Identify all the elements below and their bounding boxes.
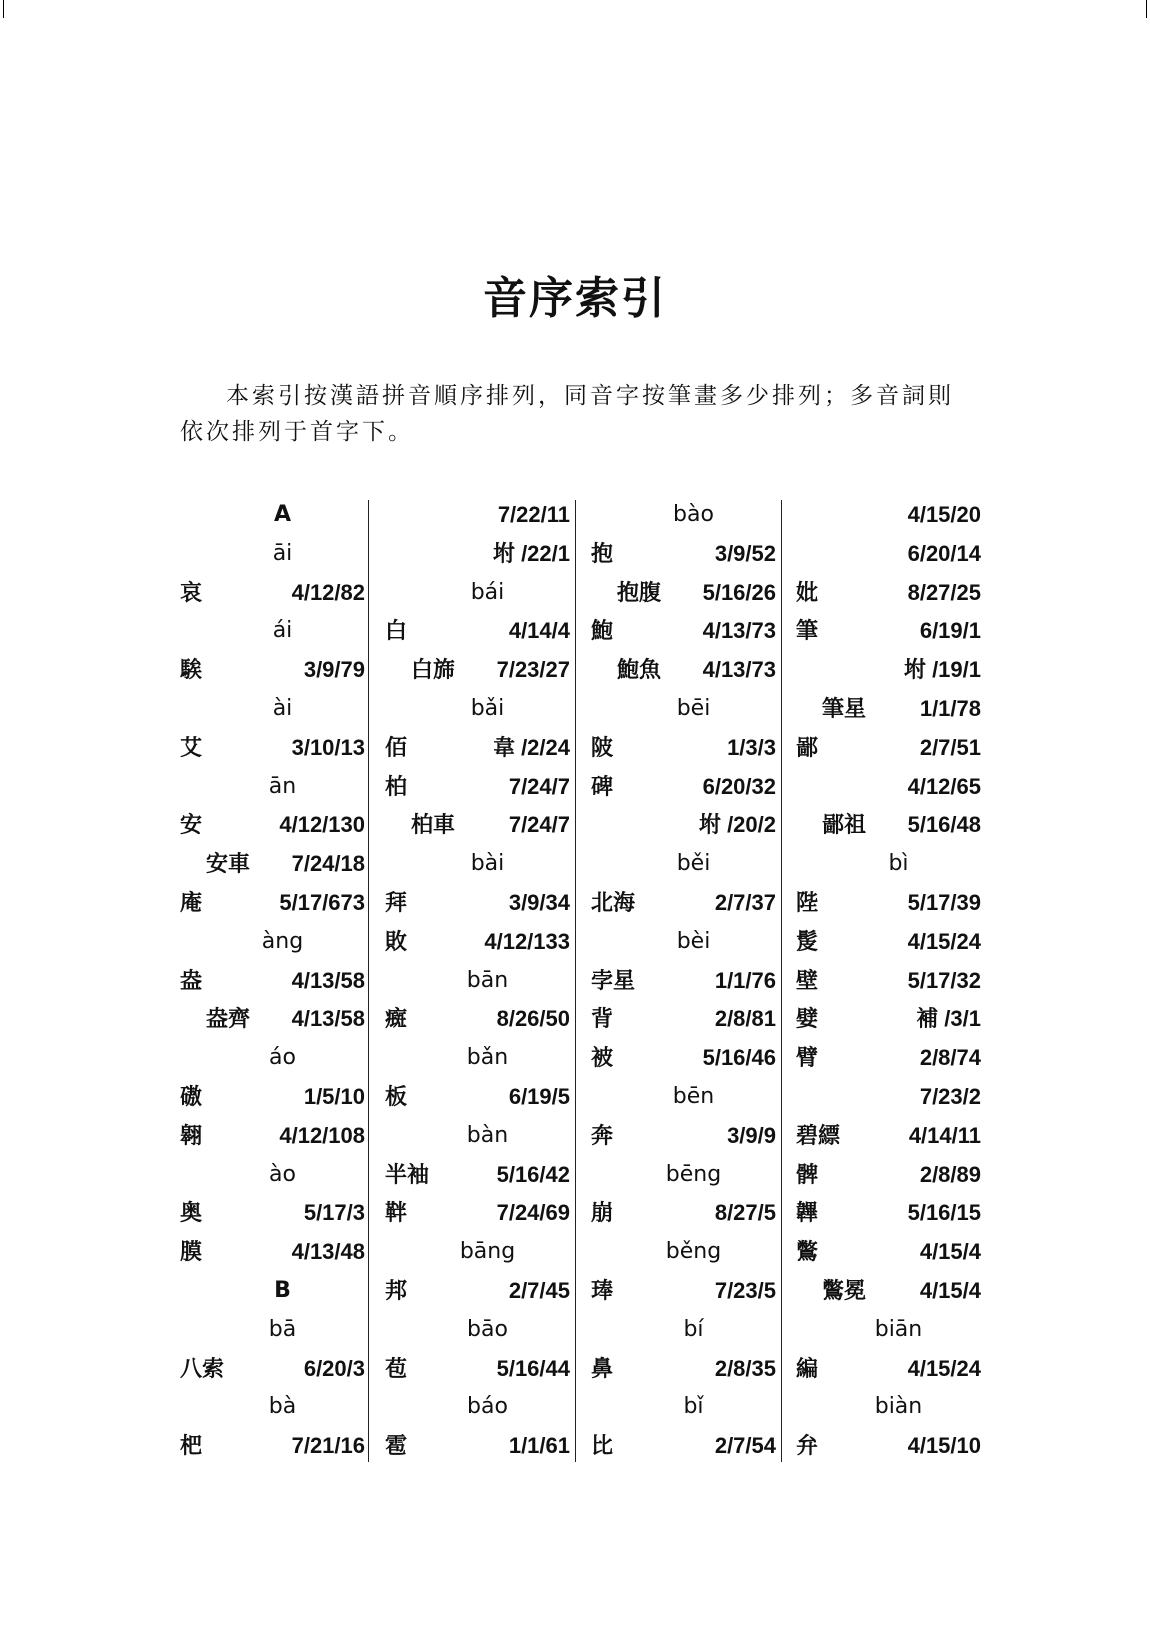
index-subentry (796, 806, 1001, 845)
intro-text: 本索引按漢語拼音順序排列，同音字按筆畫多少排列；多音詞則依次排列于首字下。 (180, 383, 954, 445)
pinyin-heading (180, 1388, 385, 1427)
index-entry (796, 884, 1001, 923)
index-entry (180, 574, 385, 613)
pinyin-text: bāo (467, 1316, 508, 1342)
pinyin-heading (591, 1078, 796, 1117)
index-entry (591, 1427, 796, 1466)
pinyin-text: bǐ (683, 1394, 704, 1420)
entry-term: 碑 (591, 773, 614, 800)
entry-term: 邦 (385, 1277, 408, 1304)
pinyin-heading (385, 1039, 590, 1078)
index-entry (591, 729, 796, 768)
entry-reference: 4/13/58 (291, 1006, 365, 1032)
entry-reference: 5/17/673 (279, 889, 365, 915)
page-edge-right (1146, 0, 1147, 18)
entry-reference: 4/14/11 (908, 1122, 981, 1148)
pinyin-text: ān (268, 773, 297, 799)
pinyin-text: běng (665, 1239, 722, 1265)
pinyin-heading (591, 1156, 796, 1195)
index-subentry (796, 690, 1001, 729)
entry-term: 盎 (180, 967, 203, 994)
index-entry (385, 1000, 590, 1039)
entry-reference: 8/27/5 (714, 1200, 776, 1226)
entry-reference: 6/19/1 (919, 618, 981, 644)
entry-reference: 5/16/48 (907, 812, 981, 838)
entry-reference: 4/12/130 (279, 812, 365, 838)
entry-reference: 7/24/69 (496, 1200, 570, 1226)
pinyin-text: biān (874, 1316, 923, 1342)
entry-term: 鷩冕 (822, 1277, 867, 1304)
pinyin-text: ào (269, 1161, 296, 1187)
pinyin-text: bēn (672, 1083, 715, 1109)
index-entry (180, 729, 385, 768)
entry-reference: 坿 /22/1 (492, 540, 570, 566)
entry-reference: 4/12/108 (279, 1122, 365, 1148)
entry-term: 鄙祖 (822, 812, 867, 839)
entry-reference: 5/16/44 (496, 1355, 570, 1381)
index-entry (385, 1350, 590, 1389)
index-entry (385, 612, 590, 651)
column-divider (575, 500, 576, 1462)
entry-term: 膜 (180, 1239, 203, 1266)
entry-reference: 3/10/13 (291, 734, 365, 760)
entry-term: 妣 (796, 579, 819, 606)
entry-term: 佰 (385, 734, 408, 761)
entry-term: 抱腹 (617, 579, 662, 606)
index-entry (796, 1039, 1001, 1078)
pinyin-heading (591, 923, 796, 962)
index-entry (180, 806, 385, 845)
pinyin-heading (385, 574, 590, 613)
entry-term: 崩 (591, 1200, 614, 1227)
index-entry (796, 768, 1001, 807)
entry-reference: 8/27/25 (907, 579, 981, 605)
pinyin-heading (385, 1388, 590, 1427)
entry-reference: 3/9/52 (714, 540, 776, 566)
index-column-4 (796, 496, 1001, 1466)
index-subentry (591, 651, 796, 690)
entry-reference: 7/23/27 (496, 657, 570, 683)
entry-reference: 5/17/32 (907, 967, 981, 993)
entry-reference: 1/1/78 (919, 695, 981, 721)
entry-reference: 坿 /20/2 (698, 812, 776, 838)
index-entry (180, 1427, 385, 1466)
entry-reference: 5/16/26 (702, 579, 776, 605)
pinyin-heading (180, 1311, 385, 1350)
entry-reference: 坿 /19/1 (903, 657, 981, 683)
pinyin-text: bì (888, 851, 909, 877)
index-entry (385, 1427, 590, 1466)
index-entry (385, 496, 590, 535)
pinyin-text: bēi (676, 695, 711, 721)
pinyin-text: běi (676, 851, 711, 877)
entry-term: 筆星 (822, 695, 867, 722)
entry-reference: 4/13/48 (291, 1239, 365, 1265)
entry-reference: 4/15/4 (919, 1277, 981, 1303)
index-entry (796, 1427, 1001, 1466)
entry-term: 拜 (385, 889, 408, 916)
pinyin-heading (385, 845, 590, 884)
entry-reference: 1/1/61 (508, 1433, 570, 1459)
entry-reference: 4/12/133 (484, 928, 570, 954)
pinyin-text: bā (268, 1316, 297, 1342)
entry-term: 韠 (796, 1200, 819, 1227)
pinyin-heading (796, 845, 1001, 884)
entry-reference: 7/23/5 (714, 1277, 776, 1303)
letter-heading (180, 496, 385, 535)
pinyin-heading (385, 1311, 590, 1350)
entry-term: 筆 (796, 618, 819, 645)
entry-reference: 5/16/42 (496, 1161, 570, 1187)
index-entry (796, 923, 1001, 962)
pinyin-text: bà (268, 1394, 297, 1420)
entry-term: 柏 (385, 773, 408, 800)
index-column-1 (180, 496, 385, 1466)
index-entry (591, 1272, 796, 1311)
pinyin-text: bǎi (470, 695, 505, 721)
index-entry (591, 806, 796, 845)
pinyin-text: bēng (665, 1161, 722, 1187)
index-entry (180, 1078, 385, 1117)
pinyin-heading (591, 845, 796, 884)
entry-term: 白旆 (411, 657, 456, 684)
page-edge-left (3, 0, 4, 18)
entry-term: 翱 (180, 1122, 203, 1149)
index-entry (796, 729, 1001, 768)
entry-reference: 7/23/2 (919, 1083, 981, 1109)
entry-term: 陂 (591, 734, 614, 761)
index-entry (180, 884, 385, 923)
letter-text: A (273, 502, 292, 527)
entry-reference: 5/17/3 (303, 1200, 365, 1226)
index-entry (591, 884, 796, 923)
index-entry (180, 1350, 385, 1389)
entry-reference: 4/15/24 (907, 928, 981, 954)
entry-reference: 2/7/54 (714, 1433, 776, 1459)
entry-term: 敗 (385, 928, 408, 955)
index-entry (796, 1156, 1001, 1195)
pinyin-heading (180, 1039, 385, 1078)
index-entry (385, 535, 590, 574)
index-entry (591, 962, 796, 1001)
entry-term: 髀 (796, 1161, 819, 1188)
index-entry (591, 1194, 796, 1233)
entry-term: 碧縹 (796, 1122, 841, 1149)
pinyin-heading (180, 535, 385, 574)
letter-text: B (274, 1277, 291, 1303)
entry-term: 柏車 (411, 812, 456, 839)
index-entry (180, 962, 385, 1001)
entry-term: 白 (385, 618, 408, 645)
index-entry (385, 1194, 590, 1233)
index-subentry (385, 651, 590, 690)
entry-reference: 7/21/16 (291, 1433, 365, 1459)
entry-reference: 2/8/89 (919, 1161, 981, 1187)
entry-reference: 5/16/15 (907, 1200, 981, 1226)
entry-reference: 4/15/10 (907, 1433, 981, 1459)
entry-reference: 4/15/4 (919, 1239, 981, 1265)
entry-reference: 3/9/79 (303, 657, 365, 683)
index-entry (796, 1194, 1001, 1233)
entry-term: 編 (796, 1355, 819, 1382)
entry-reference: 2/7/37 (714, 889, 776, 915)
entry-term: 鼻 (591, 1355, 614, 1382)
pinyin-heading (385, 962, 590, 1001)
entry-reference: 7/24/7 (508, 812, 570, 838)
column-divider (781, 500, 782, 1462)
index-entry (796, 612, 1001, 651)
index-subentry (796, 1272, 1001, 1311)
pinyin-heading (180, 768, 385, 807)
pinyin-text: bèi (676, 928, 711, 954)
entry-reference: 8/26/50 (496, 1006, 570, 1032)
entry-term: 鮑魚 (617, 657, 662, 684)
index-subentry (385, 806, 590, 845)
index-column-3 (591, 496, 796, 1466)
entry-reference: 6/20/14 (907, 540, 981, 566)
pinyin-text: áo (269, 1045, 296, 1071)
index-subentry (180, 845, 385, 884)
entry-term: 八索 (180, 1355, 225, 1382)
entry-term: 板 (385, 1083, 408, 1110)
index-entry (180, 1233, 385, 1272)
entry-reference: 3/9/34 (508, 889, 570, 915)
pinyin-text: āi (272, 540, 293, 566)
pinyin-text: bān (466, 967, 509, 993)
index-entry (385, 923, 590, 962)
entry-term: 鮑 (591, 618, 614, 645)
index-column-2 (385, 496, 590, 1466)
index-entry (591, 535, 796, 574)
pinyin-heading (180, 690, 385, 729)
entry-term: 安 (180, 812, 203, 839)
index-entry (591, 1000, 796, 1039)
entry-reference: 5/17/39 (907, 889, 981, 915)
index-entry (591, 1039, 796, 1078)
pinyin-text: ái (272, 618, 293, 644)
entry-term: 杷 (180, 1433, 203, 1460)
entry-reference: 4/14/4 (508, 618, 570, 644)
entry-reference: 2/7/51 (919, 734, 981, 760)
index-entry (385, 768, 590, 807)
entry-term: 奔 (591, 1122, 614, 1149)
entry-reference: 3/9/9 (727, 1122, 776, 1148)
index-entry (591, 1117, 796, 1156)
entry-reference: 4/12/82 (291, 579, 365, 605)
entry-term: 被 (591, 1045, 614, 1072)
entry-term: 髲 (796, 928, 819, 955)
pinyin-heading (591, 690, 796, 729)
entry-reference: 6/19/5 (508, 1083, 570, 1109)
pinyin-heading (385, 1233, 590, 1272)
index-entry (385, 1272, 590, 1311)
entry-term: 背 (591, 1006, 614, 1033)
index-entry (385, 884, 590, 923)
entry-term: 孛星 (591, 967, 636, 994)
pinyin-heading (591, 1388, 796, 1427)
pinyin-heading (591, 496, 796, 535)
entry-term: 北海 (591, 889, 636, 916)
entry-reference: 7/24/18 (291, 851, 365, 877)
index-entry (385, 729, 590, 768)
entry-term: 安車 (206, 851, 251, 878)
index-entry (796, 1000, 1001, 1039)
column-divider (368, 500, 369, 1462)
index-subentry (180, 1000, 385, 1039)
pinyin-text: bào (673, 502, 714, 527)
entry-reference: 5/16/46 (702, 1045, 776, 1071)
index-entry (796, 962, 1001, 1001)
index-entry (796, 496, 1001, 535)
entry-reference: 4/13/73 (702, 618, 776, 644)
entry-reference: 1/3/3 (727, 734, 776, 760)
page-title: 音序索引 (483, 273, 667, 324)
entry-reference: 1/5/10 (303, 1083, 365, 1109)
index-entry (591, 1350, 796, 1389)
pinyin-heading (385, 690, 590, 729)
entry-term: 雹 (385, 1433, 408, 1460)
entry-term: 盎齊 (206, 1006, 251, 1033)
pinyin-heading (180, 923, 385, 962)
entry-term: 壁 (796, 967, 819, 994)
pinyin-heading (796, 1388, 1001, 1427)
index-entry (591, 768, 796, 807)
entry-reference: 1/1/76 (714, 967, 776, 993)
pinyin-text: báo (467, 1394, 508, 1420)
pinyin-heading (591, 1233, 796, 1272)
index-entry (796, 1350, 1001, 1389)
index-subentry (591, 574, 796, 613)
entry-term: 哀 (180, 579, 203, 606)
pinyin-text: biàn (874, 1394, 923, 1420)
entry-term: 臂 (796, 1045, 819, 1072)
pinyin-text: bài (470, 851, 505, 877)
entry-term: 陛 (796, 889, 819, 916)
index-entry (796, 535, 1001, 574)
entry-term: 靽 (385, 1200, 408, 1227)
entry-term: 抱 (591, 540, 614, 567)
pinyin-text: bàn (466, 1122, 509, 1148)
pinyin-text: bái (470, 579, 505, 605)
pinyin-text: bāng (459, 1239, 516, 1265)
entry-term: 庵 (180, 889, 203, 916)
pinyin-text: àng (261, 928, 304, 954)
entry-term: 奥 (180, 1200, 203, 1227)
letter-heading (180, 1272, 385, 1311)
entry-reference: 4/13/58 (291, 967, 365, 993)
entry-reference: 6/20/3 (303, 1355, 365, 1381)
entry-term: 鷩 (796, 1239, 819, 1266)
entry-reference: 6/20/32 (702, 773, 776, 799)
entry-term: 磝 (180, 1083, 203, 1110)
entry-term: 鄙 (796, 734, 819, 761)
entry-term: 弁 (796, 1433, 819, 1460)
entry-reference: 4/15/20 (907, 502, 981, 527)
entry-reference: 2/7/45 (508, 1277, 570, 1303)
pinyin-text: ài (272, 695, 293, 721)
entry-reference: 2/8/35 (714, 1355, 776, 1381)
entry-term: 癍 (385, 1006, 408, 1033)
index-entry (385, 1156, 590, 1195)
pinyin-heading (180, 612, 385, 651)
entry-reference: 7/22/11 (497, 502, 570, 527)
index-entry (796, 651, 1001, 690)
entry-reference: 韋 /2/24 (492, 734, 570, 760)
entry-term: 比 (591, 1433, 614, 1460)
index-entry (796, 1117, 1001, 1156)
pinyin-text: bǎn (466, 1045, 509, 1071)
entry-reference: 4/12/65 (907, 773, 981, 799)
pinyin-heading (796, 1311, 1001, 1350)
pinyin-heading (385, 1117, 590, 1156)
index-entry (796, 1233, 1001, 1272)
index-entry (385, 1078, 590, 1117)
intro-paragraph (180, 378, 970, 450)
index-entry (796, 574, 1001, 613)
entry-term: 嬖 (796, 1006, 819, 1033)
index-entry (180, 1117, 385, 1156)
entry-reference: 補 /3/1 (916, 1006, 981, 1032)
index-entry (180, 1194, 385, 1233)
entry-term: 半袖 (385, 1161, 430, 1188)
entry-reference: 2/8/81 (714, 1006, 776, 1032)
entry-term: 苞 (385, 1355, 408, 1382)
index-entry (180, 651, 385, 690)
pinyin-heading (180, 1156, 385, 1195)
entry-term: 琫 (591, 1277, 614, 1304)
entry-term: 艾 (180, 734, 203, 761)
entry-term: 騃 (180, 657, 203, 684)
entry-reference: 4/15/24 (907, 1355, 981, 1381)
entry-reference: 7/24/7 (508, 773, 570, 799)
pinyin-heading (591, 1311, 796, 1350)
entry-reference: 2/8/74 (919, 1045, 981, 1071)
entry-reference: 4/13/73 (702, 657, 776, 683)
index-entry (591, 612, 796, 651)
pinyin-text: bí (683, 1316, 704, 1342)
index-entry (796, 1078, 1001, 1117)
